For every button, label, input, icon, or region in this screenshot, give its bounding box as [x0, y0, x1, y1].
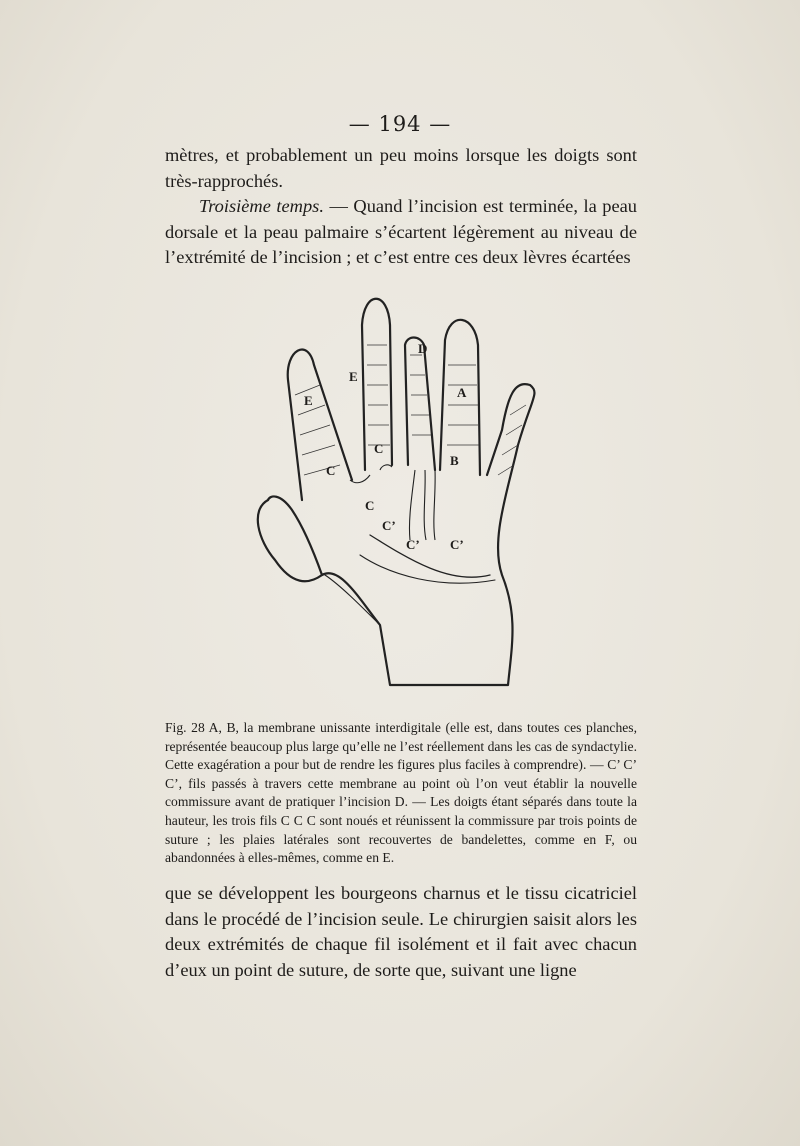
label-Cprime-1: C’ [382, 518, 396, 533]
label-D: D [418, 341, 428, 356]
paragraph-continuation: que se développent les bourgeons charnus et le tissu cicatriciel dans le procédé de l’incision seule. Le chirurgien saisit alors les deux extrémités de chaque fil isolément et il fait avec chacun d’eux un point de suture, de sorte que, suivant une ligne [165, 883, 637, 980]
label-Cprime-3: C’ [450, 537, 464, 552]
label-C-1: C [374, 441, 384, 456]
hand-figure [240, 285, 560, 695]
figure-caption: Fig. 28 A, B, la membrane unissante interdigitale (elle est, dans toutes ces planches, représentée beaucoup plus large qu’elle ne l’est réellement dans les cas de syndactylie. Cette exagération a pour but de rendre les figures plus faciles à comprendre). — C’ C’ C’, fils passés à travers cette membrane au point où l’on veut établir la nouvelle commissure avant de pratiquer l’incision D. — Les doigts étant séparés dans toute la hauteur, les trois fils C C C sont noués et réunissent la commissure par trois points de suture ; les plaies latérales sont recouvertes de bandelettes, comme en F, ou abandonnées à elles-mêmes, comme en E. [165, 720, 637, 866]
label-C-2: C [326, 463, 336, 478]
label-C-3: C [365, 498, 375, 513]
paragraph-troisieme-temps [165, 194, 637, 271]
paragraph-text: — Quand l’incision est terminée, la peau dorsale et la peau palmaire s’écartent légèrement au niveau de l’extrémité de l’incision ; et c’est entre ces deux lèvres écartées [165, 196, 637, 267]
paragraph-continued: mètres, et probablement un peu moins lorsque les doigts sont très-rapprochés. [165, 145, 637, 191]
body-text-bottom [165, 881, 637, 983]
label-Cprime-2: C’ [406, 537, 420, 552]
label-E-1: E [349, 369, 358, 384]
little-finger [288, 350, 352, 500]
label-E-2: E [304, 393, 313, 408]
label-A: A [457, 385, 467, 400]
section-heading: Troisième temps. [199, 196, 324, 216]
label-B: B [450, 453, 459, 468]
hand-outline [258, 384, 535, 685]
middle-finger [405, 338, 435, 471]
body-text-top [165, 143, 637, 271]
page-number: — 194 — [348, 112, 452, 136]
